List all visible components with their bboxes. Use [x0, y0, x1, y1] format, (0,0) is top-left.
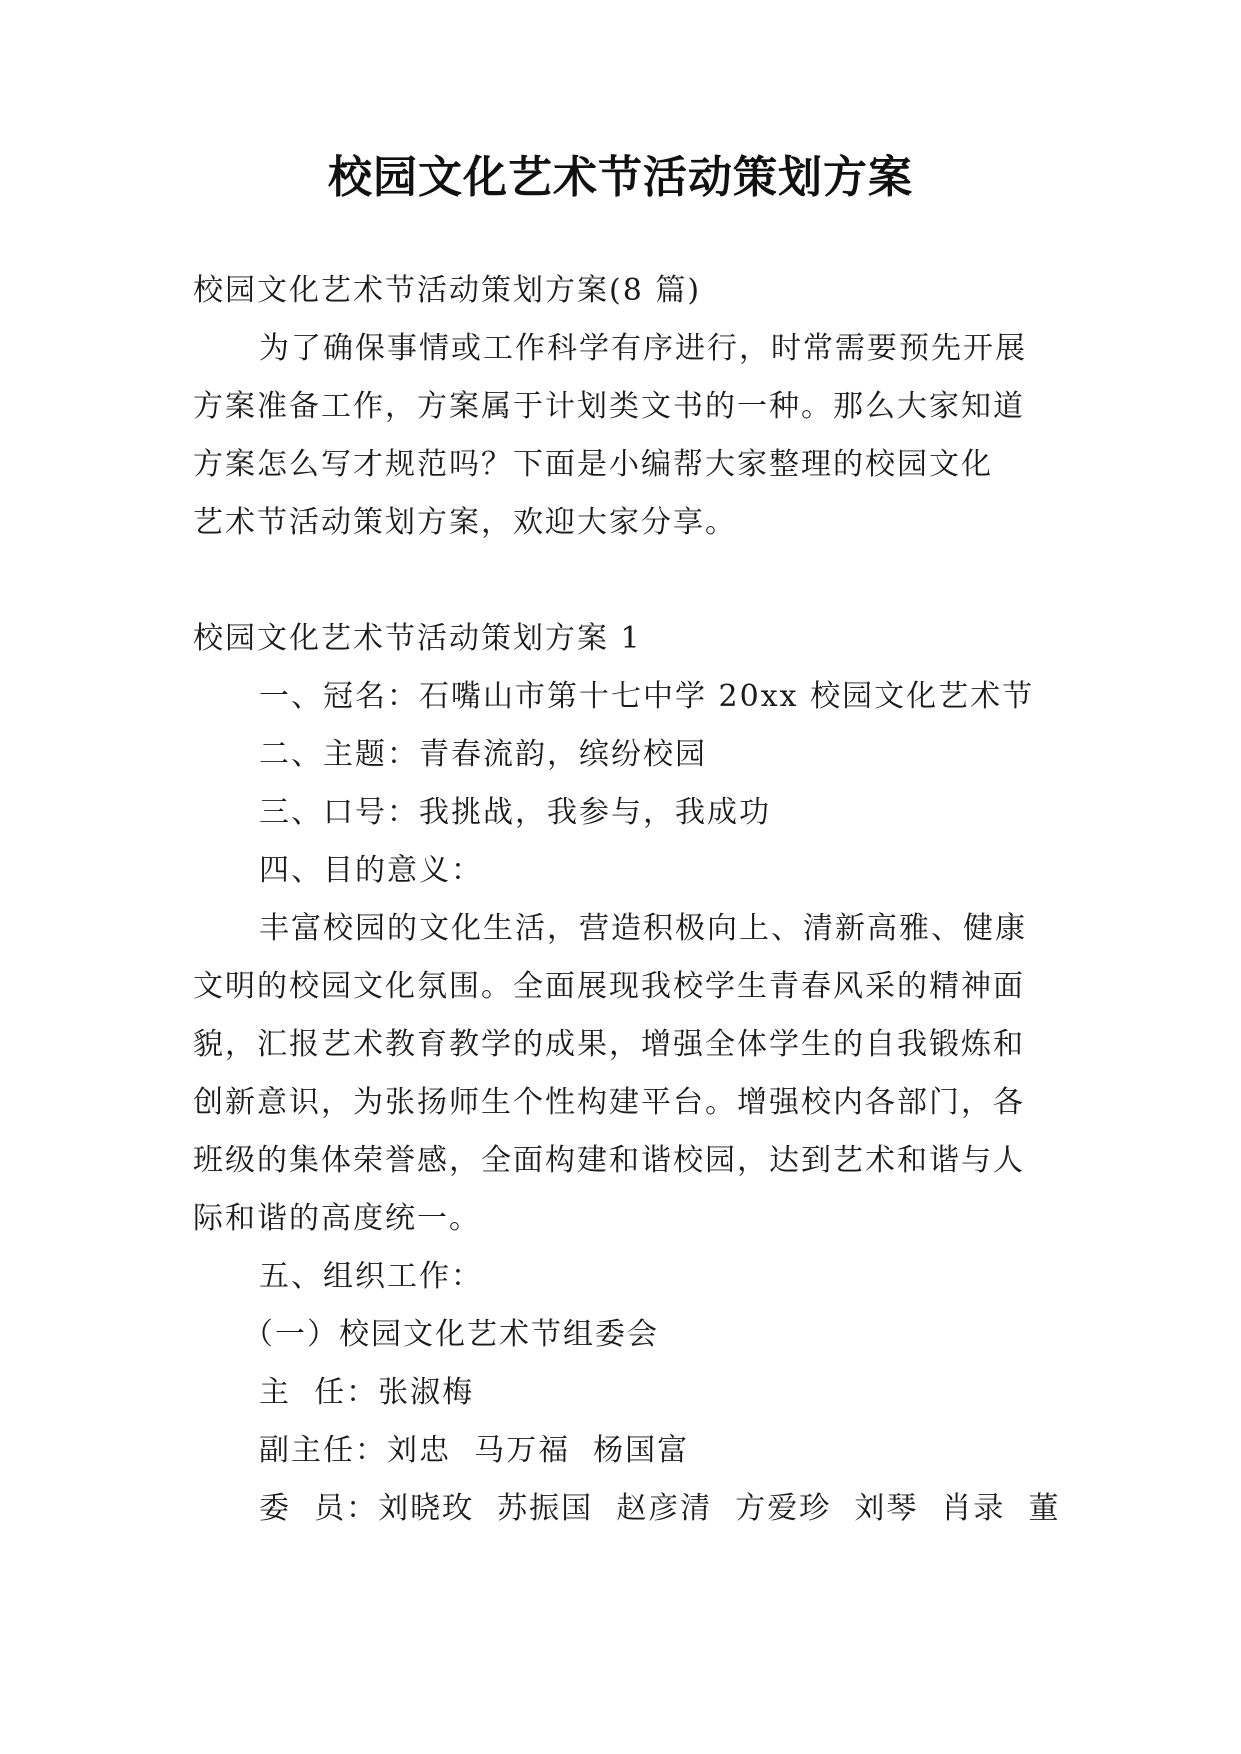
intro-line: 方案准备工作，方案属于计划类文书的一种。那么大家知道 [193, 389, 1025, 424]
committee-members: 委 员：刘晓玫 苏振国 赵彦清 方爱珍 刘琴 肖录 董 [259, 1491, 1061, 1526]
document-title: 校园文化艺术节活动策划方案 [328, 152, 913, 203]
item-slogan: 三、口号：我挑战，我参与，我成功 [259, 795, 771, 830]
committee-heading: （一）校园文化艺术节组委会 [243, 1317, 659, 1352]
intro-line: 艺术节活动策划方案，欢迎大家分享。 [193, 505, 737, 540]
purpose-line: 文明的校园文化氛围。全面展现我校学生青春风采的精神面 [193, 969, 1025, 1004]
item-naming: 一、冠名：石嘴山市第十七中学 20xx 校园文化艺术节 [259, 679, 1035, 714]
intro-line: 方案怎么写才规范吗？下面是小编帮大家整理的校园文化 [193, 447, 993, 482]
intro-line: 为了确保事情或工作科学有序进行，时常需要预先开展 [259, 331, 1027, 366]
purpose-line: 创新意识，为张扬师生个性构建平台。增强校内各部门，各 [193, 1085, 1025, 1120]
paragraph-gap [193, 552, 1055, 610]
committee-director: 主 任：张淑梅 [259, 1375, 475, 1410]
section-heading: 校园文化艺术节活动策划方案 1 [193, 621, 642, 656]
document-subtitle: 校园文化艺术节活动策划方案(8 篇) [193, 273, 702, 308]
item-organization: 五、组织工作： [259, 1259, 483, 1294]
purpose-line: 丰富校园的文化生活，营造积极向上、清新高雅、健康 [259, 911, 1027, 946]
purpose-line: 班级的集体荣誉感，全面构建和谐校园，达到艺术和谐与人 [193, 1143, 1025, 1178]
document-body [193, 262, 1061, 1538]
item-purpose: 四、目的意义： [259, 853, 483, 888]
purpose-line: 际和谐的高度统一。 [193, 1201, 481, 1236]
purpose-line: 貌，汇报艺术教育教学的成果，增强全体学生的自我锻炼和 [193, 1027, 1025, 1062]
item-theme: 二、主题：青春流韵，缤纷校园 [259, 737, 707, 772]
committee-deputy-director: 副主任：刘忠 马万福 杨国富 [259, 1433, 690, 1468]
